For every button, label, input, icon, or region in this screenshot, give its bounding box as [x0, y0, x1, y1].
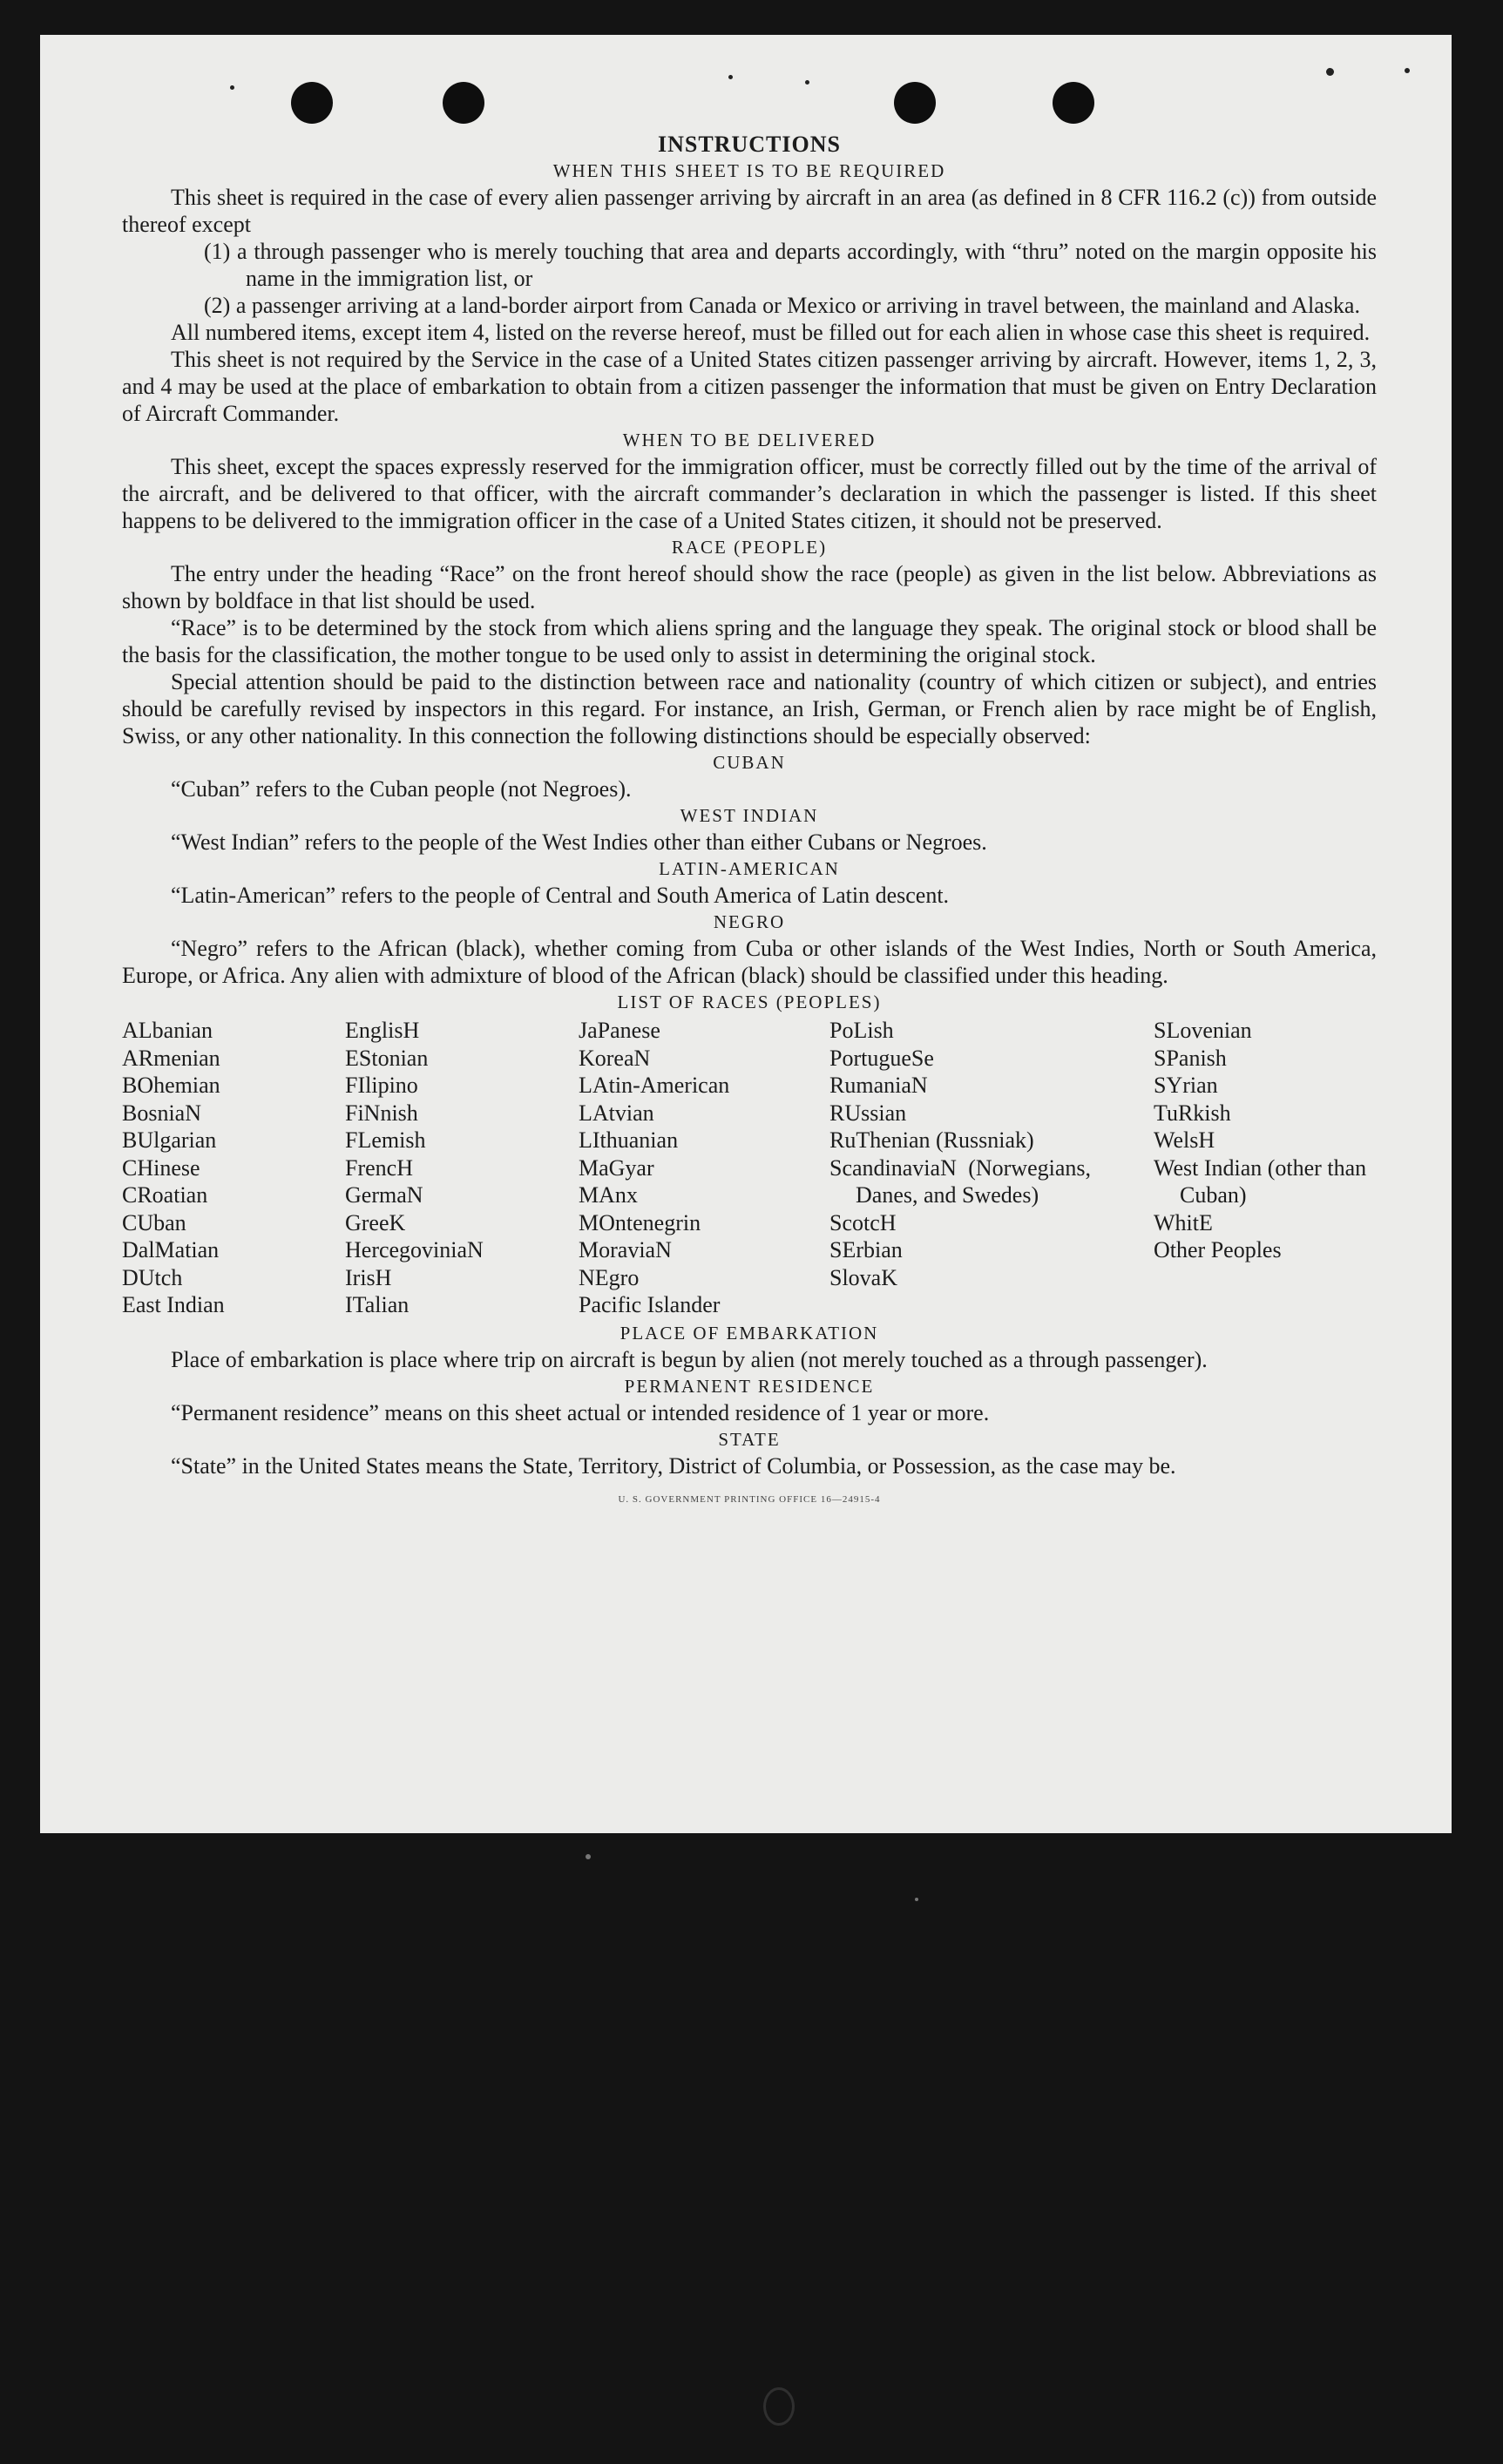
race-entry: WhitE	[1154, 1209, 1213, 1235]
race-entry: East Indian	[122, 1292, 225, 1317]
punch-hole	[1053, 82, 1094, 124]
race-entry: LAtvian	[579, 1100, 654, 1126]
race-entry: EnglisH	[345, 1018, 420, 1043]
race-entry: ScotcH	[829, 1209, 897, 1235]
race-entry: JaPanese	[579, 1018, 660, 1043]
race-entry: FrencH	[345, 1154, 413, 1181]
paragraph: “Latin-American” refers to the people of Central and South America of Latin descent.	[171, 883, 950, 908]
speck	[728, 75, 733, 79]
section-heading-cuban: CUBAN	[713, 752, 786, 773]
race-entry: FiNnish	[345, 1100, 418, 1126]
section-heading-list-of-races: LIST OF RACES (PEOPLES)	[617, 992, 882, 1012]
section-heading-west-indian: WEST INDIAN	[680, 805, 819, 826]
race-entry: Other Peoples	[1154, 1237, 1282, 1262]
race-column	[829, 1017, 1091, 1291]
race-entry: SErbian	[829, 1237, 903, 1262]
race-entry: MoraviaN	[579, 1237, 672, 1262]
race-entry: IrisH	[345, 1264, 392, 1290]
race-column	[345, 1017, 572, 1319]
race-entry: CUban	[122, 1209, 186, 1235]
race-entry: NEgro	[579, 1264, 640, 1290]
speck	[230, 85, 234, 90]
paragraph: This sheet is required in the case of every alien passenger arriving by aircraft in an area (as defined in 8 CFR 116.2 (c)) from outside thereof except	[122, 185, 1377, 237]
race-column	[1154, 1017, 1377, 1264]
section-heading-required: WHEN THIS SHEET IS TO BE REQUIRED	[552, 160, 946, 181]
section-heading-race: RACE (PEOPLE)	[671, 537, 828, 558]
speck	[1405, 68, 1410, 73]
speck	[915, 1898, 918, 1901]
punch-hole	[443, 82, 484, 124]
paragraph: The entry under the heading “Race” on the front hereof should show the race (people) as given in the list below. Abbreviations as shown by boldface in that list should be used.	[122, 561, 1377, 613]
race-entry: FIlipino	[345, 1073, 418, 1098]
numbered-item: (1) a through passenger who is merely touching that area and departs accordingly, with “thru” noted on the margin opposite his name in the immigration list, or	[204, 239, 1377, 291]
race-entry: PoLish	[829, 1018, 894, 1043]
scan-mark	[763, 2387, 795, 2426]
instructions-content	[122, 131, 1377, 1513]
race-entry: RuThenian (Russniak)	[829, 1127, 1034, 1153]
section-heading-negro: NEGRO	[713, 911, 786, 932]
paragraph: Special attention should be paid to the distinction between race and nationality (country of which citizen or subject), and entries should be carefully revised by inspectors in this regard. For instance, an Irish, German, or French alien by race might be of English, Swiss, or any other nationality. In this connection the following distinctions should be especially observed:	[122, 669, 1377, 748]
document-sheet	[40, 35, 1452, 1833]
race-column	[579, 1017, 823, 1319]
race-entry: RUssian	[829, 1100, 907, 1126]
paragraph: Place of embarkation is place where trip on aircraft is begun by alien (not merely touched as a through passenger).	[171, 1347, 1208, 1372]
race-entry: WelsH	[1154, 1127, 1215, 1153]
race-entry: BUlgarian	[122, 1127, 217, 1153]
race-entry: LIthuanian	[579, 1127, 679, 1153]
race-entry: DalMatian	[122, 1237, 220, 1262]
race-entry: KoreaN	[579, 1045, 651, 1071]
race-entry: MaGyar	[579, 1154, 654, 1181]
race-entry: CHinese	[122, 1154, 200, 1181]
paragraph: “State” in the United States means the State, Territory, District of Columbia, or Possession, as the case may be.	[171, 1453, 1176, 1479]
race-entry: SYrian	[1154, 1073, 1218, 1098]
race-entry: SPanish	[1154, 1045, 1227, 1071]
paragraph: All numbered items, except item 4, listed on the reverse hereof, must be filled out for each alien in whose case this sheet is required.	[171, 320, 1371, 345]
race-entry: SlovaK	[829, 1264, 897, 1290]
section-heading-delivered: WHEN TO BE DELIVERED	[622, 430, 877, 450]
speck	[586, 1854, 591, 1859]
race-entry: West Indian (other than Cuban)	[1154, 1154, 1367, 1208]
speck	[1326, 68, 1334, 76]
speck	[805, 80, 809, 85]
document-title: INSTRUCTIONS	[658, 132, 841, 157]
race-entry: ALbanian	[122, 1018, 213, 1043]
race-entry: GermaN	[345, 1182, 423, 1208]
race-entry: ITalian	[345, 1292, 410, 1317]
section-heading-residence: PERMANENT RESIDENCE	[624, 1376, 875, 1397]
race-entry: HercegoviniaN	[345, 1237, 484, 1262]
race-entry: CRoatian	[122, 1182, 208, 1208]
section-heading-latin-american: LATIN-AMERICAN	[659, 858, 840, 879]
punch-hole	[291, 82, 333, 124]
race-entry: MAnx	[579, 1182, 638, 1208]
paragraph: This sheet, except the spaces expressly reserved for the immigration officer, must be correctly filled out by the time of the arrival of the aircraft, and be delivered to that officer, with the aircraft commander’s declaration in which the passenger is listed. If this sheet happens to be delivered to the immigration officer in the case of a United States citizen, it should not be preserved.	[122, 454, 1377, 533]
race-entry: Pacific Islander	[579, 1292, 721, 1317]
race-entry: LAtin-American	[579, 1073, 730, 1098]
race-entry: GreeK	[345, 1209, 406, 1235]
printing-office-code: U. S. GOVERNMENT PRINTING OFFICE 16—24915-4	[618, 1494, 881, 1505]
paragraph: “Cuban” refers to the Cuban people (not Negroes).	[171, 776, 632, 802]
race-entry: BOhemian	[122, 1073, 220, 1098]
race-entry: FLemish	[345, 1127, 426, 1153]
race-entry: ARmenian	[122, 1045, 220, 1071]
paragraph: “West Indian” refers to the people of the West Indies other than either Cubans or Negroes.	[171, 829, 987, 855]
numbered-item: (2) a passenger arriving at a land-border airport from Canada or Mexico or arriving in travel between, the mainland and Alaska.	[204, 293, 1360, 318]
race-entry: PortugueSe	[829, 1045, 934, 1071]
race-entry: MOntenegrin	[579, 1209, 701, 1235]
race-entry: EStonian	[345, 1045, 429, 1071]
section-heading-state: STATE	[718, 1429, 781, 1450]
race-entry: DUtch	[122, 1264, 183, 1290]
race-column	[122, 1017, 331, 1319]
punch-hole	[894, 82, 936, 124]
race-entry: ScandinaviaN (Norwegians, Danes, and Swedes)	[829, 1154, 1091, 1208]
race-list	[122, 1017, 1377, 1320]
paragraph: “Negro” refers to the African (black), whether coming from Cuba or other islands of the West Indies, North or South America, Europe, or Africa. Any alien with admixture of blood of the African (black) should be classified under this heading.	[122, 936, 1377, 988]
section-heading-embarkation: PLACE OF EMBARKATION	[619, 1323, 879, 1344]
paragraph: “Permanent residence” means on this sheet actual or intended residence of 1 year or more.	[171, 1400, 990, 1425]
paragraph: “Race” is to be determined by the stock from which aliens spring and the language they speak. The original stock or blood shall be the basis for the classification, the mother tongue to be used only to assist in determining the original stock.	[122, 615, 1377, 667]
race-entry: TuRkish	[1154, 1100, 1231, 1126]
paragraph: This sheet is not required by the Service in the case of a United States citizen passenger arriving by aircraft. However, items 1, 2, 3, and 4 may be used at the place of embarkation to obtain from a citizen passenger the information that must be given on Entry Declaration of Aircraft Commander.	[122, 347, 1377, 426]
race-entry: BosniaN	[122, 1100, 201, 1126]
race-entry: SLovenian	[1154, 1018, 1252, 1043]
race-entry: RumaniaN	[829, 1073, 928, 1098]
